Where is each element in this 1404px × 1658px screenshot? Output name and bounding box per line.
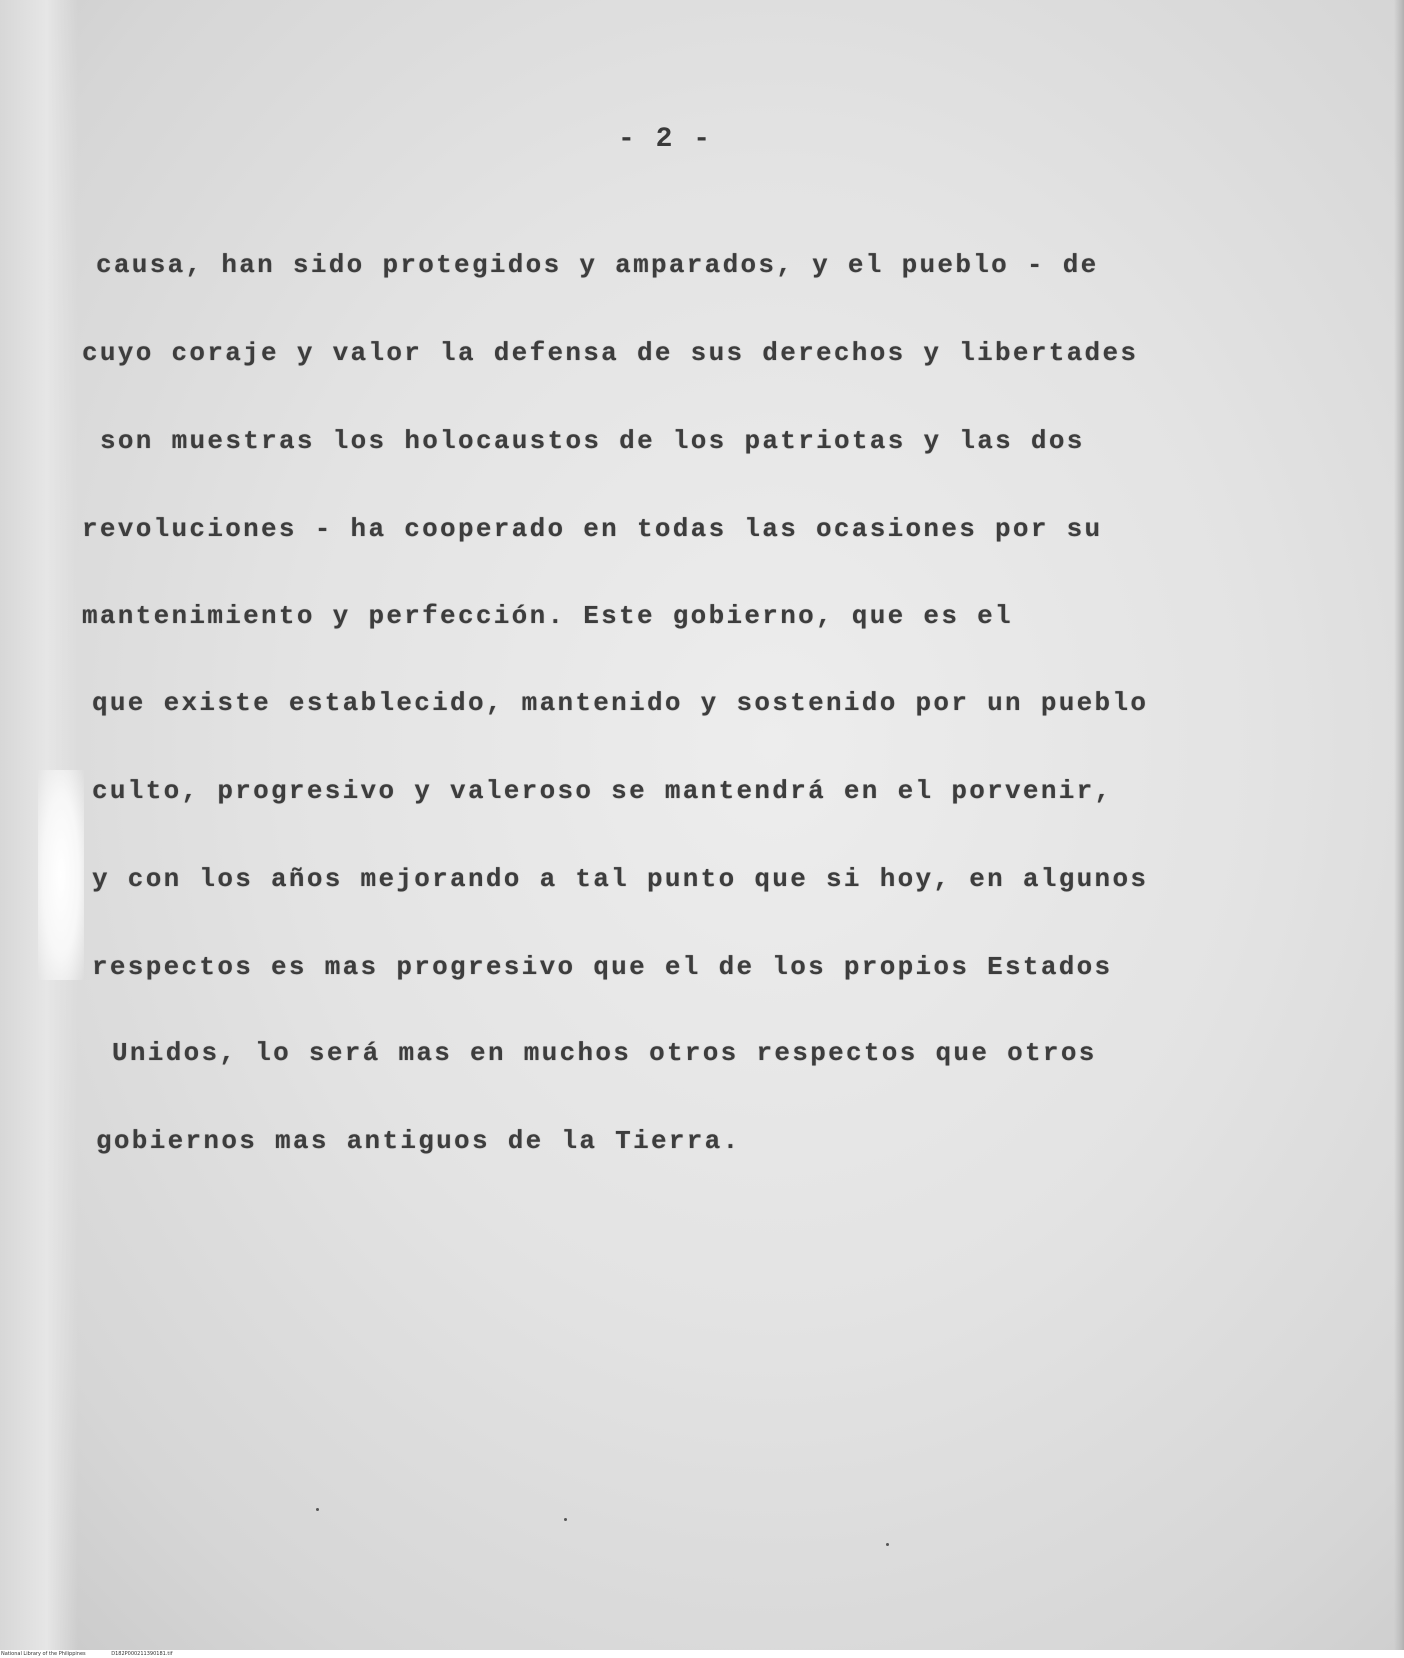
body-line-10: Unidos, lo será mas en muchos otros respectos que otros [112, 1038, 1097, 1068]
body-line-5: mantenimiento y perfección. Este gobierno, que es el [82, 601, 1013, 631]
page-number: - 2 - [617, 124, 712, 155]
body-line-7: culto, progresivo y valeroso se mantendrá en el porvenir, [92, 776, 1113, 806]
page-right-edge [1394, 0, 1404, 1650]
scan-glare [38, 770, 84, 980]
body-line-6: que existe establecido, mantenido y sostenido por un pueblo [92, 688, 1149, 718]
body-line-2: cuyo coraje y valor la defensa de sus derechos y libertades [82, 338, 1139, 368]
footer-filename: D182P000211390181.tif [111, 1651, 173, 1657]
footer-institution: National Library of the Philippines [1, 1651, 86, 1657]
body-line-3: son muestras los holocaustos de los patriotas y las dos [100, 426, 1085, 456]
body-line-8: y con los años mejorando a tal punto que si hoy, en algunos [92, 864, 1149, 894]
scan-footer [0, 1650, 1404, 1658]
body-line-1: causa, han sido protegidos y amparados, y el pueblo - de [96, 250, 1099, 280]
dust-speck [564, 1518, 567, 1521]
dust-speck [886, 1543, 889, 1546]
body-line-9: respectos es mas progresivo que el de los propios Estados [92, 952, 1113, 982]
body-line-11: gobiernos mas antiguos de la Tierra. [96, 1126, 741, 1156]
dust-speck [316, 1508, 319, 1511]
body-line-4: revoluciones - ha cooperado en todas las ocasiones por su [82, 514, 1103, 544]
